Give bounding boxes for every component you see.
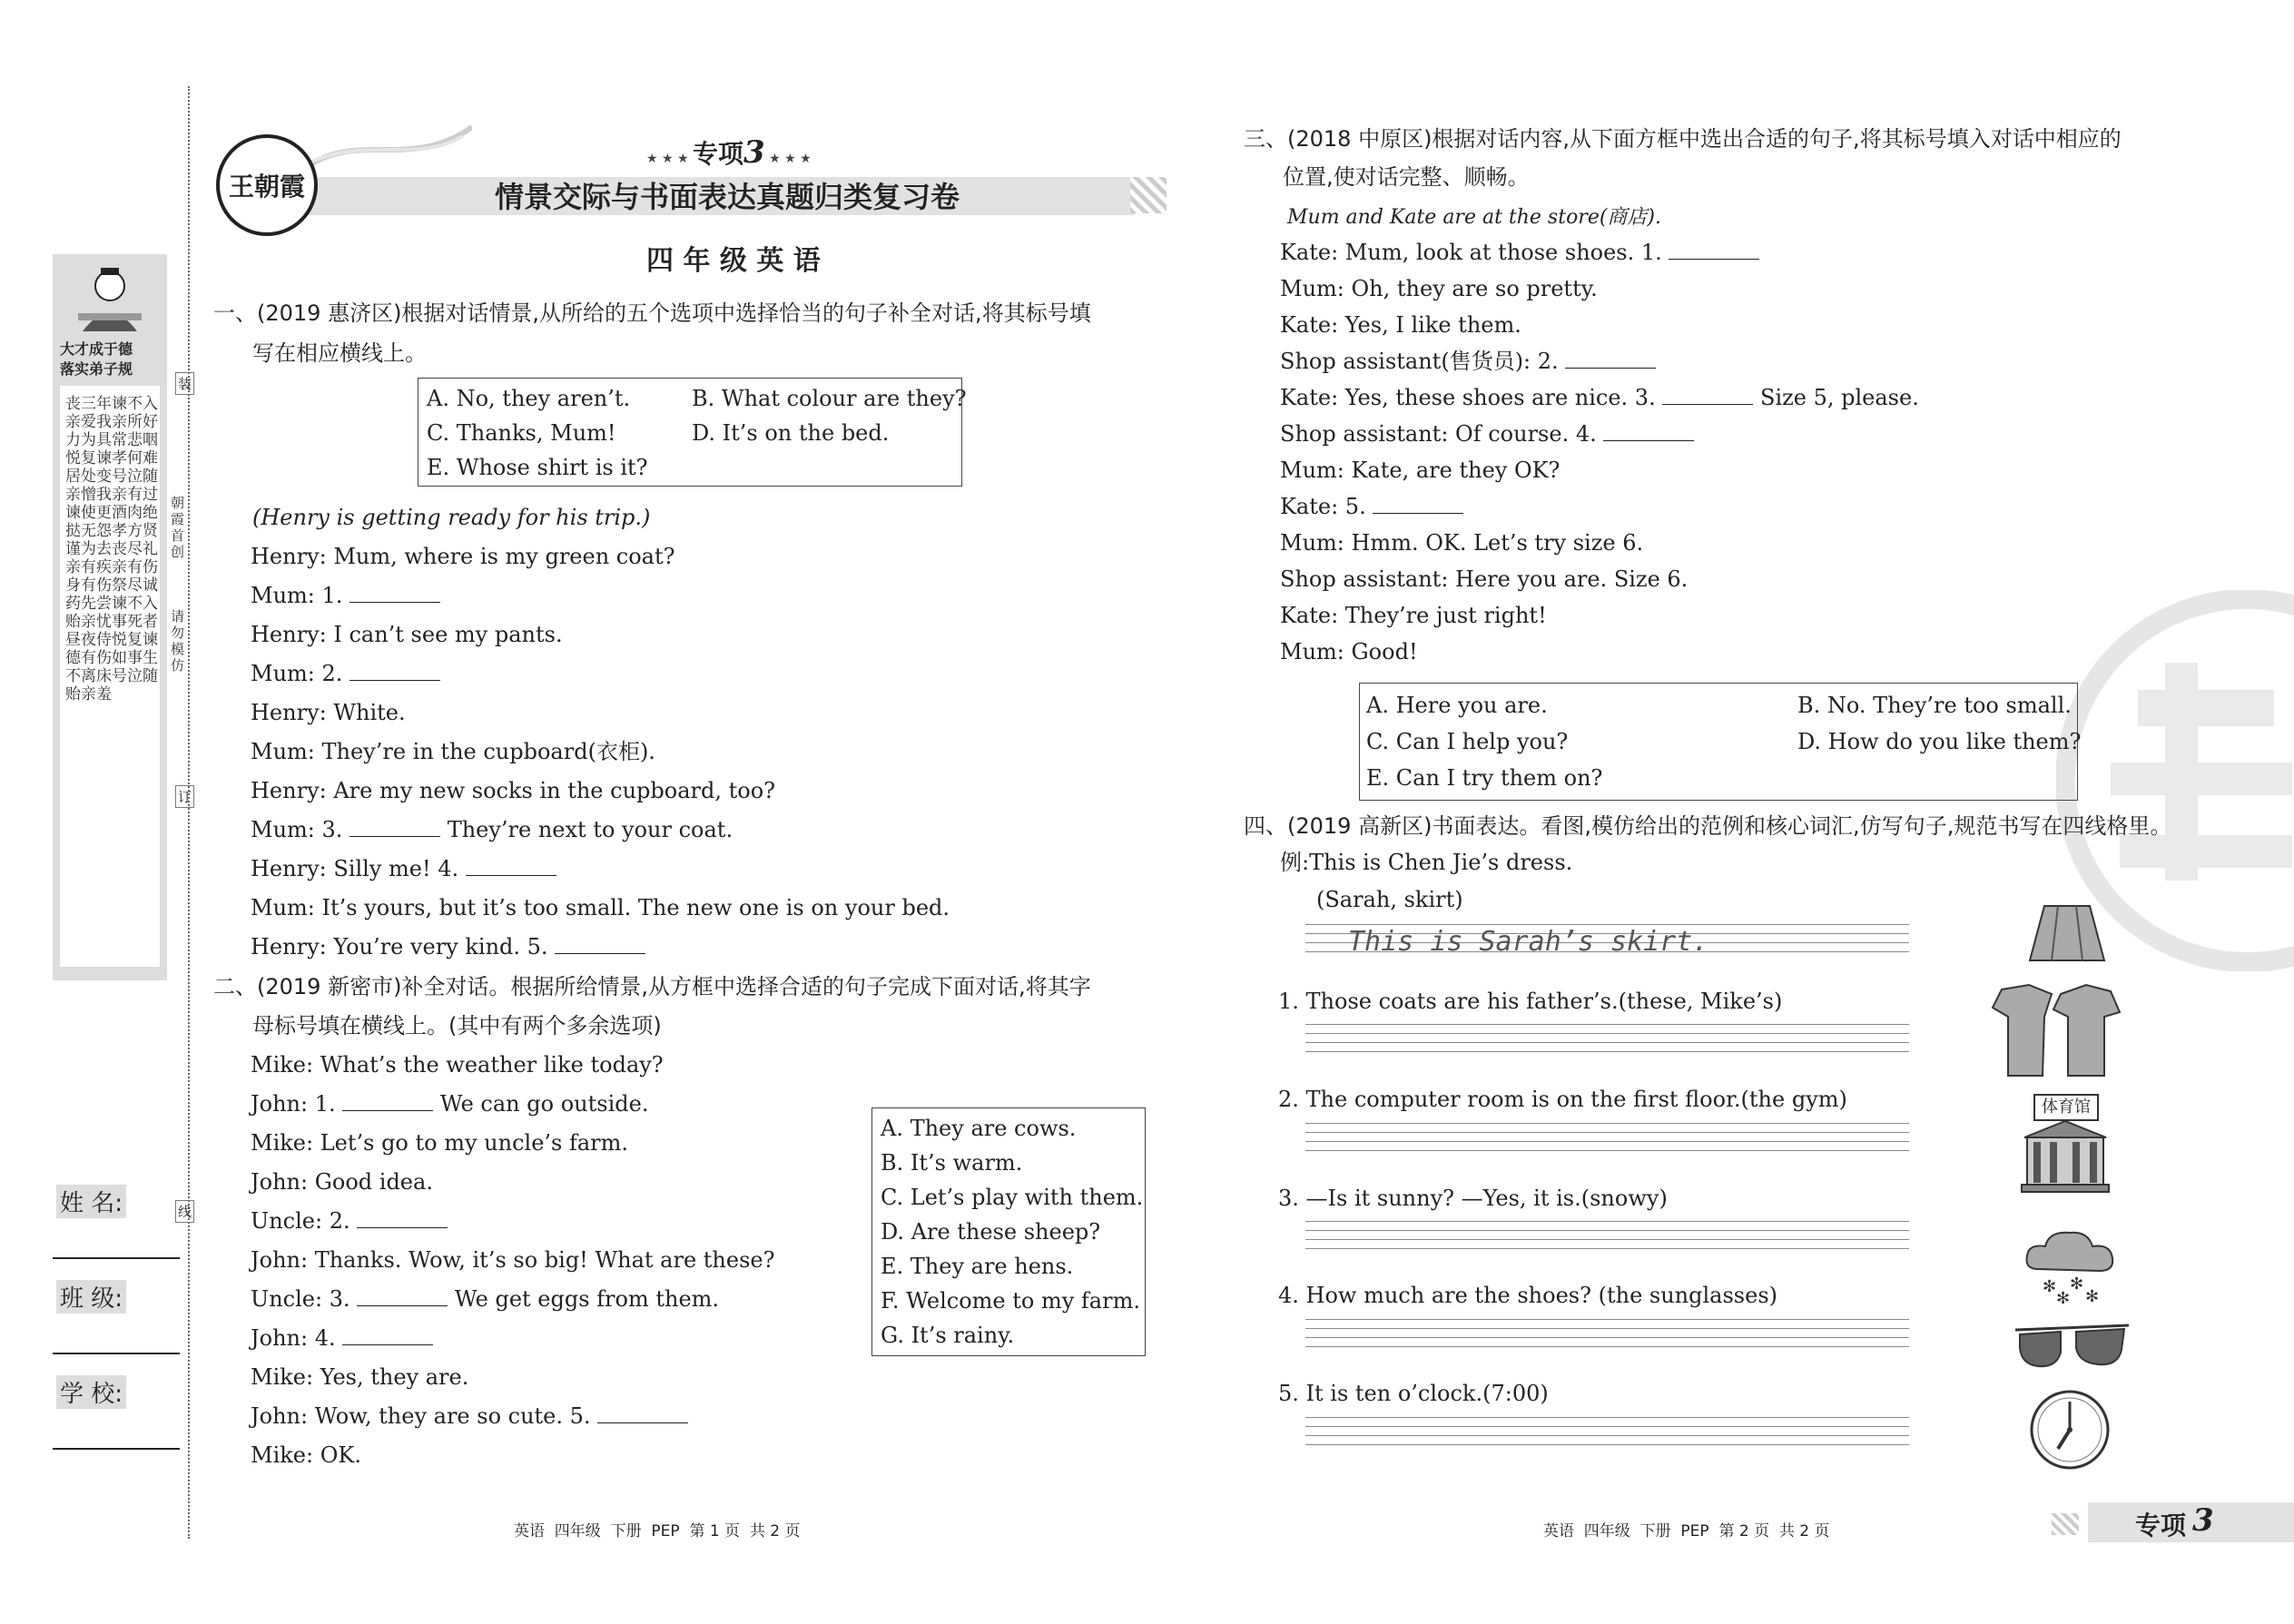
- q1-scene: (Henry is getting ready for his trip.): [252, 505, 651, 530]
- q4-item-5: 5. It is ten o’clock.(7:00): [1278, 1381, 1549, 1406]
- q4-writing-lines-1[interactable]: [1305, 1024, 1909, 1060]
- q2-option-c: C. Let’s play with them.: [881, 1185, 1144, 1210]
- q2-line-4: John: Good idea.: [251, 1169, 433, 1195]
- q1-line-6: Mum: They’re in the cupboard(衣柜).: [251, 739, 655, 764]
- q2-line-7: Uncle: 3. We get eggs from them.: [251, 1286, 720, 1312]
- sidebar-motto-2: 落实弟子规: [60, 360, 133, 378]
- q3-blank-2[interactable]: [1565, 349, 1656, 369]
- class-field[interactable]: [53, 1353, 180, 1354]
- q1-heading: 一、(2019 惠济区)根据对话情景,从所给的五个选项中选择恰当的句子补全对话,将其标号填: [213, 300, 1091, 326]
- q1-blank-2[interactable]: [350, 662, 440, 681]
- q2-heading-2: 母标号填在横线上。(其中有两个多余选项): [252, 1013, 662, 1038]
- coats-icon: [1988, 980, 2124, 1080]
- brand-logo: [216, 134, 318, 236]
- footer-right: 英语 四年级 下册 PEP 第 2 页 共 2 页: [1543, 1522, 1830, 1540]
- vertical-note-1: 朝霞首创: [171, 495, 185, 560]
- q1-blank-3[interactable]: [350, 818, 440, 837]
- q1-line-10: Mum: It’s yours, but it’s too small. The new one is on your bed.: [251, 895, 950, 920]
- q2-option-b: B. It’s warm.: [881, 1150, 1023, 1176]
- binding-mark-1: 装: [175, 372, 194, 395]
- scholar-figure-icon: [69, 263, 151, 336]
- footer-tag-label: 专项: [2135, 1511, 2187, 1540]
- q1-option-c: C. Thanks, Mum!: [427, 420, 616, 446]
- svg-text:✻: ✻: [2070, 1275, 2084, 1294]
- vertical-note-2: 请勿模仿: [171, 608, 185, 674]
- q2-option-d: D. Are these sheep?: [881, 1219, 1101, 1245]
- page-subtitle: 四 年 级 英 语: [646, 245, 821, 277]
- q1-blank-5[interactable]: [555, 935, 645, 954]
- footer-left: 英语 四年级 下册 PEP 第 1 页 共 2 页: [514, 1522, 801, 1540]
- q3-option-e: E. Can I try them on?: [1366, 765, 1603, 791]
- svg-text:✻: ✻: [2056, 1289, 2071, 1305]
- q4-item-2: 2. The computer room is on the first floor.(the gym): [1278, 1087, 1847, 1112]
- q2-line-3: Mike: Let’s go to my uncle’s farm.: [251, 1130, 629, 1156]
- binding-dotted-line: [188, 86, 190, 1539]
- special-label: 专项: [693, 139, 744, 169]
- q2-line-1: Mike: What’s the weather like today?: [251, 1052, 664, 1078]
- q2-line-9: Mike: Yes, they are.: [251, 1364, 469, 1390]
- q4-writing-lines-2[interactable]: [1305, 1123, 1909, 1159]
- q1-line-1: Henry: Mum, where is my green coat?: [251, 544, 675, 569]
- q2-blank-4[interactable]: [342, 1326, 433, 1345]
- q1-line-4: Mum: 2.: [251, 660, 440, 687]
- binding-mark-2: 订: [175, 785, 194, 808]
- q2-line-6: John: Thanks. Wow, it’s so big! What are these?: [251, 1247, 775, 1273]
- q3-line-5: Kate: Yes, these shoes are nice. 3. Size 5, please.: [1280, 385, 1919, 410]
- q2-option-e: E. They are hens.: [881, 1254, 1074, 1279]
- q4-example-hint: (Sarah, skirt): [1316, 887, 1463, 912]
- q1-line-5: Henry: White.: [251, 700, 406, 725]
- q4-writing-lines-3[interactable]: [1305, 1221, 1909, 1257]
- q3-line-3: Kate: Yes, I like them.: [1280, 312, 1521, 338]
- q4-example-answer: This is Sarah’s skirt.: [1348, 926, 1709, 958]
- q3-line-10: Shop assistant: Here you are. Size 6.: [1280, 566, 1689, 592]
- q2-blank-5[interactable]: [597, 1404, 688, 1423]
- q1-line-11: Henry: You’re very kind. 5.: [251, 933, 645, 960]
- skirt-icon: [2026, 899, 2108, 967]
- q4-item-4: 4. How much are the shoes? (the sunglasses): [1278, 1283, 1777, 1308]
- q4-item-1: 1. Those coats are his father’s.(these, Mike’s): [1278, 989, 1783, 1014]
- q4-writing-lines-4[interactable]: [1305, 1319, 1909, 1355]
- sidebar-motto-panel: [53, 254, 167, 980]
- q2-option-g: G. It’s rainy.: [881, 1323, 1015, 1348]
- snowy-cloud-icon: [2020, 1224, 2120, 1305]
- q3-line-8: Kate: 5.: [1280, 493, 1463, 520]
- q1-line-7: Henry: Are my new socks in the cupboard, too?: [251, 778, 776, 803]
- school-field[interactable]: [53, 1448, 180, 1450]
- name-label: 姓 名:: [56, 1185, 126, 1218]
- page-title: 情景交际与书面表达真题归类复习卷: [495, 180, 960, 214]
- q3-line-2: Mum: Oh, they are so pretty.: [1280, 276, 1598, 301]
- q2-blank-2[interactable]: [357, 1209, 448, 1228]
- q1-blank-4[interactable]: [466, 857, 556, 876]
- ribbon-swirl-icon: [300, 109, 472, 182]
- q1-heading-2: 写在相应横线上。: [252, 340, 427, 366]
- q1-blank-1[interactable]: [350, 584, 440, 603]
- q1-option-b: B. What colour are they?: [692, 386, 967, 411]
- q2-option-f: F. Welcome to my farm.: [881, 1288, 1140, 1314]
- q2-line-8: John: 4.: [251, 1324, 433, 1352]
- gym-icon: [2020, 1094, 2111, 1194]
- special-number: 3: [743, 134, 765, 171]
- q2-line-5: Uncle: 2.: [251, 1207, 448, 1235]
- q3-line-11: Kate: They’re just right!: [1280, 603, 1547, 628]
- q1-line-9: Henry: Silly me! 4.: [251, 855, 556, 882]
- q1-line-2: Mum: 1.: [251, 582, 440, 609]
- q1-option-a: A. No, they aren’t.: [427, 386, 631, 411]
- q3-line-1: Kate: Mum, look at those shoes. 1.: [1280, 239, 1759, 266]
- brand-logo-text: 王朝霞: [228, 172, 305, 202]
- q1-option-d: D. It’s on the bed.: [692, 420, 890, 446]
- q3-option-c: C. Can I help you?: [1366, 729, 1569, 754]
- ribbon-checker: [1130, 177, 1167, 213]
- q3-blank-4[interactable]: [1603, 422, 1694, 441]
- q3-option-a: A. Here you are.: [1366, 693, 1548, 718]
- q3-blank-1[interactable]: [1669, 241, 1759, 260]
- clock-icon: [2029, 1389, 2111, 1471]
- q4-example: 例:This is Chen Jie’s dress.: [1280, 850, 1573, 875]
- q3-line-9: Mum: Hmm. OK. Let’s try size 6.: [1280, 530, 1644, 556]
- class-label: 班 级:: [56, 1280, 126, 1314]
- q3-heading-2: 位置,使对话完整、顺畅。: [1283, 164, 1530, 190]
- special-heading: ★ ★ ★ 专项3 ★ ★ ★: [646, 134, 812, 171]
- q2-line-11: Mike: OK.: [251, 1442, 361, 1468]
- footer-tag: [2088, 1502, 2294, 1542]
- q4-heading: 四、(2019 高新区)书面表达。看图,模仿给出的范例和核心词汇,仿写句子,规范书写在四线格里。: [1244, 813, 2172, 839]
- sidebar-motto-1: 大才成于德: [60, 340, 133, 358]
- sunglasses-icon: [2011, 1321, 2133, 1380]
- q3-line-6: Shop assistant: Of course. 4.: [1280, 420, 1694, 448]
- q2-blank-3[interactable]: [357, 1287, 448, 1306]
- binding-mark-3: 线: [175, 1200, 194, 1223]
- q2-option-a: A. They are cows.: [881, 1116, 1077, 1141]
- q4-writing-lines-5[interactable]: [1305, 1417, 1909, 1453]
- q2-blank-1[interactable]: [342, 1092, 433, 1111]
- verse-text: 丧三年谏不入亲爱我亲所好力为具常悲咽悦复谏孝何难居处变号泣随亲憎我亲有过谏使更酒肉绝挞无怨孝方贤谨为去丧尽礼亲有疾亲有伤身有伤祭尽诚药先尝谏不入贻亲忧事死者昼夜侍悦复谏德有伤如事生不离床号泣随贻亲羞: [65, 395, 158, 704]
- q3-line-12: Mum: Good!: [1280, 639, 1418, 664]
- q1-line-8: Mum: 3. They’re next to your coat.: [251, 817, 733, 842]
- footer-tag-number: 3: [2192, 1502, 2214, 1539]
- q3-line-7: Mum: Kate, are they OK?: [1280, 458, 1561, 483]
- q2-line-10: John: Wow, they are so cute. 5.: [251, 1403, 688, 1430]
- q4-item-3: 3. —Is it sunny? —Yes, it is.(snowy): [1278, 1186, 1668, 1211]
- q3-blank-3[interactable]: [1662, 386, 1753, 405]
- svg-text:✻: ✻: [2043, 1277, 2057, 1296]
- gym-sign: 体育馆: [2033, 1094, 2099, 1121]
- q2-line-2: John: 1. We can go outside.: [251, 1091, 649, 1117]
- q3-line-4: Shop assistant(售货员): 2.: [1280, 348, 1656, 375]
- q3-blank-5[interactable]: [1373, 495, 1463, 514]
- q1-line-3: Henry: I can’t see my pants.: [251, 622, 563, 647]
- q3-option-d: D. How do you like them?: [1797, 729, 2082, 754]
- q1-option-e: E. Whose shirt is it?: [427, 455, 648, 480]
- name-field[interactable]: [53, 1257, 180, 1259]
- q3-scene: Mum and Kate are at the store(商店).: [1287, 206, 1662, 229]
- q3-option-b: B. No. They’re too small.: [1797, 693, 2072, 718]
- school-label: 学 校:: [56, 1375, 126, 1409]
- q2-heading: 二、(2019 新密市)补全对话。根据所给情景,从方框中选择合适的句子完成下面对话,将其字: [213, 974, 1091, 999]
- svg-text:✻: ✻: [2085, 1287, 2100, 1305]
- q3-heading: 三、(2018 中原区)根据对话内容,从下面方框中选出合适的句子,将其标号填入对话中相应的: [1244, 126, 2122, 152]
